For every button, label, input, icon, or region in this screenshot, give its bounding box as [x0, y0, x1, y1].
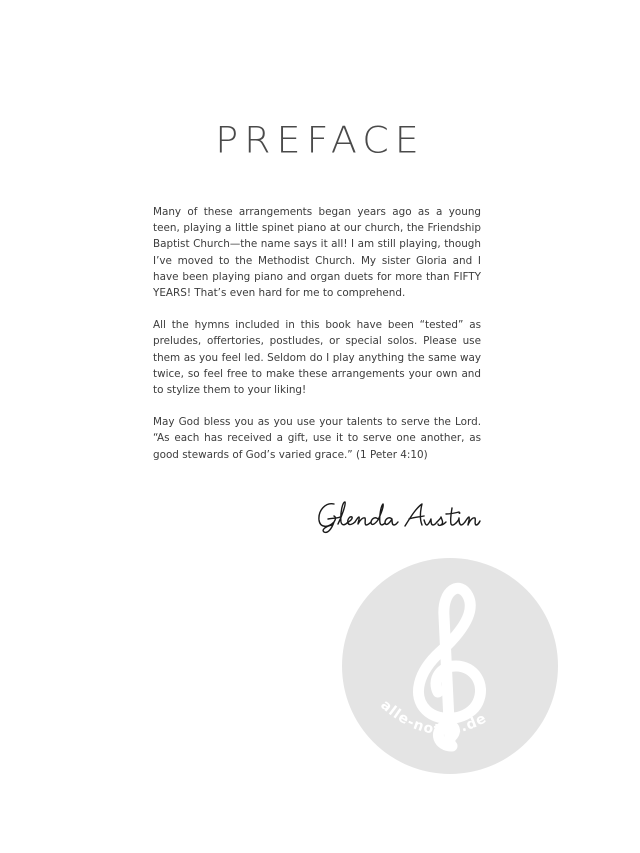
watermark-text: alle-noten.de	[377, 697, 490, 739]
paragraph-1: Many of these arrangements began years ago as a young teen, playing a little spinet piano at our church, the Friendship Baptist Church—the name says it all! I am still playing, though I’ve moved to the Methodist Church. My sister Gloria and I have been playing piano and organ duets for more than FIFTY YEARS! That’s even hard for me to comprehend.	[153, 206, 481, 300]
watermark-logo	[340, 556, 560, 776]
paragraph-2: All the hymns included in this book have been “tested” as preludes, offertories, postludes, or special solos. Please use them as you feel led. Seldom do I play anything the same way twice, so feel free to make these arrangements your own and to stylize them to your liking!	[153, 319, 481, 397]
paragraph-3: May God bless you as you use your talents to serve the Lord. “As each has received a gift, use it to serve one another, as good stewards of God’s varied grace.” (1 Peter 4:10)	[153, 416, 481, 461]
signature-image	[312, 492, 487, 537]
preface-body	[153, 204, 481, 479]
page-title: PREFACE	[215, 119, 425, 161]
